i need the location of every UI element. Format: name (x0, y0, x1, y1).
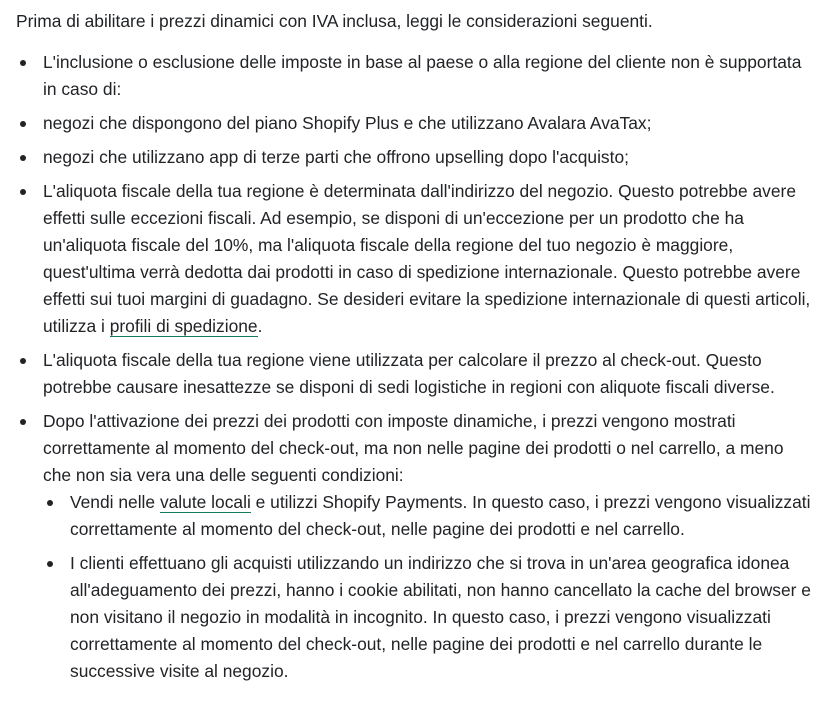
list-item (16, 347, 816, 401)
list-item-text: negozi che dispongono del piano Shopify Plus e che utilizzano Avalara AvaTax; (43, 113, 652, 133)
sublist-item-text: Vendi nelle (70, 492, 160, 512)
conditions-sublist (43, 489, 816, 685)
list-item (16, 110, 816, 137)
article-content (16, 8, 816, 692)
sublist-item (43, 550, 816, 685)
list-item-text: L'inclusione o esclusione delle imposte in base al paese o alla regione del cliente non è supportata in caso di: (43, 52, 802, 99)
list-item-text-end: . (257, 316, 263, 336)
shipping-profiles-link[interactable]: profili di spedizione (109, 316, 258, 336)
list-item (16, 178, 816, 340)
sublist-item-text: I clienti effettuano gli acquisti utilizzando un indirizzo che si trova in un'area geografica idonea all'adeguamento dei prezzi, hanno i cookie abilitati, non hanno cancellato la cache del browser e non visitano il negozio in modalità in incognito. In questo caso, i prezzi vengono visualizzati correttamente al momento del check-out, nelle pagine dei prodotti e nel carrello durante le successive visite al negozio. (70, 553, 811, 681)
list-item-text: L'aliquota fiscale della tua regione viene utilizzata per calcolare il prezzo al check-out. Questo potrebbe causare inesattezze se disponi di sedi logistiche in regioni con aliquote fiscali diverse. (43, 350, 775, 397)
intro-paragraph: Prima di abilitare i prezzi dinamici con IVA inclusa, leggi le considerazioni seguenti. (16, 11, 653, 31)
list-item-text: Dopo l'attivazione dei prezzi dei prodotti con imposte dinamiche, i prezzi vengono mostrati correttamente al momento del check-out, ma non nelle pagine dei prodotti o nel carrello, a meno che non sia vera una delle seguenti condizioni: (43, 411, 784, 485)
local-currencies-link[interactable]: valute locali (159, 492, 251, 512)
list-item (16, 49, 816, 103)
list-item (16, 408, 816, 685)
list-item-text: L'aliquota fiscale della tua regione è determinata dall'indirizzo del negozio. Questo potrebbe avere effetti sulle eccezioni fiscali. Ad esempio, se disponi di un'eccezione per un prodotto che ha un'aliquota fiscale del 10%, ma l'aliquota fiscale della regione del tuo negozio è maggiore, quest'ultima verrà dedotta dai prodotti in caso di spedizione internazionale. Questo potrebbe avere effetti sui tuoi margini di guadagno. Se desideri evitare la spedizione internazionale di questi articoli, utilizza i (43, 181, 811, 336)
sublist-item (43, 489, 816, 543)
considerations-list (16, 49, 816, 685)
sublist-item-text-end: e utilizzi Shopify Payments. In questo caso, i prezzi vengono visualizzati correttamente al momento del check-out, nelle pagine dei prodotti e nel carrello. (70, 492, 811, 539)
list-item (16, 144, 816, 171)
list-item-text: negozi che utilizzano app di terze parti che offrono upselling dopo l'acquisto; (43, 147, 629, 167)
